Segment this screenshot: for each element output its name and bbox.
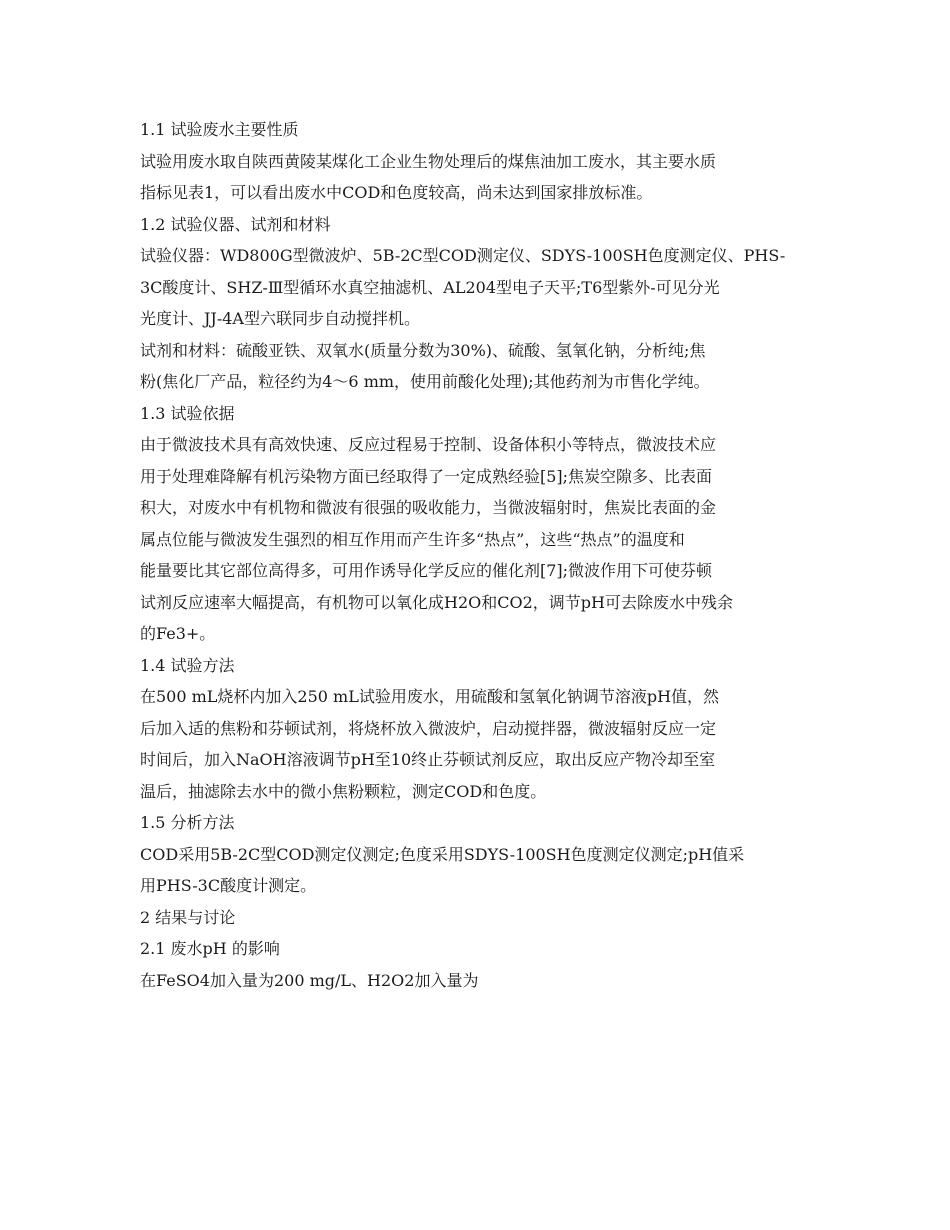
text-line: 3C酸度计、SHZ-Ⅲ型循环水真空抽滤机、AL204型电子天平;T6型紫外-可见分光 bbox=[140, 277, 720, 297]
text-line: 试验仪器：WD800G型微波炉、5B-2C型COD测定仪、SDYS-100SH色度测定仪、PHS- bbox=[140, 246, 786, 265]
section-heading-1-1: 1.1 试验废水主要性质 bbox=[140, 120, 299, 139]
text-line: 属点位能与微波发生强烈的相互作用而产生许多“热点”，这些“热点”的温度和 bbox=[140, 529, 685, 549]
text-line: 后加入适的焦粉和芬顿试剂，将烧杯放入微波炉，启动搅拌器，微波辐射反应一定 bbox=[140, 718, 717, 738]
text-line: 的Fe3+。 bbox=[140, 624, 216, 643]
text-line: 温后，抽滤除去水中的微小焦粉颗粒，测定COD和色度。 bbox=[140, 781, 547, 801]
text-line: 在500 mL烧杯内加入250 mL试验用废水，用硫酸和氢氧化钠调节溶液pH值，然 bbox=[140, 687, 720, 706]
text-line: 试验用废水取自陕西黄陵某煤化工企业生物处理后的煤焦油加工废水，其主要水质 bbox=[140, 151, 717, 171]
section-heading-2: 2 结果与讨论 bbox=[140, 907, 236, 927]
text-line: 用于处理难降解有机污染物方面已经取得了一定成熟经验[5];焦炭空隙多、比表面 bbox=[140, 466, 713, 486]
text-line: 光度计、JJ-4A型六联同步自动搅拌机。 bbox=[140, 309, 420, 328]
text-line: 粉(焦化厂产品，粒径约为4～6 mm，使用前酸化处理);其他药剂为市售化学纯。 bbox=[140, 372, 710, 391]
text-line: 积大，对废水中有机物和微波有很强的吸收能力，当微波辐射时，焦炭比表面的金 bbox=[140, 498, 717, 517]
text-line: 时间后，加入NaOH溶液调节pH至10终止芬顿试剂反应，取出反应产物冷却至室 bbox=[140, 750, 716, 769]
section-heading-1-2: 1.2 试验仪器、试剂和材料 bbox=[140, 214, 331, 234]
section-heading-1-5: 1.5 分析方法 bbox=[140, 813, 235, 832]
text-line: 用PHS-3C酸度计测定。 bbox=[140, 876, 317, 895]
text-line: 能量要比其它部位高得多，可用作诱导化学反应的催化剂[7];微波作用下可使芬顿 bbox=[140, 561, 713, 580]
document-page bbox=[140, 114, 812, 996]
section-heading-1-3: 1.3 试验依据 bbox=[140, 403, 235, 423]
section-heading-2-1: 2.1 废水pH 的影响 bbox=[140, 939, 280, 958]
text-line: 试剂和材料：硫酸亚铁、双氧水(质量分数为30%)、硫酸、氢氧化钠，分析纯;焦 bbox=[140, 340, 706, 360]
text-line: 试剂反应速率大幅提高，有机物可以氧化成H2O和CO2，调节pH可去除废水中残余 bbox=[140, 592, 733, 612]
text-line: 指标见表1，可以看出废水中COD和色度较高，尚未达到国家排放标准。 bbox=[140, 183, 653, 202]
text-line: 在FeSO4加入量为200 mg/L、H2O2加入量为 bbox=[140, 970, 479, 990]
section-heading-1-4: 1.4 试验方法 bbox=[140, 655, 235, 675]
text-line: COD采用5B-2C型COD测定仪测定;色度采用SDYS-100SH色度测定仪测定;pH值采 bbox=[140, 844, 745, 864]
text-line: 由于微波技术具有高效快速、反应过程易于控制、设备体积小等特点，微波技术应 bbox=[140, 435, 717, 454]
